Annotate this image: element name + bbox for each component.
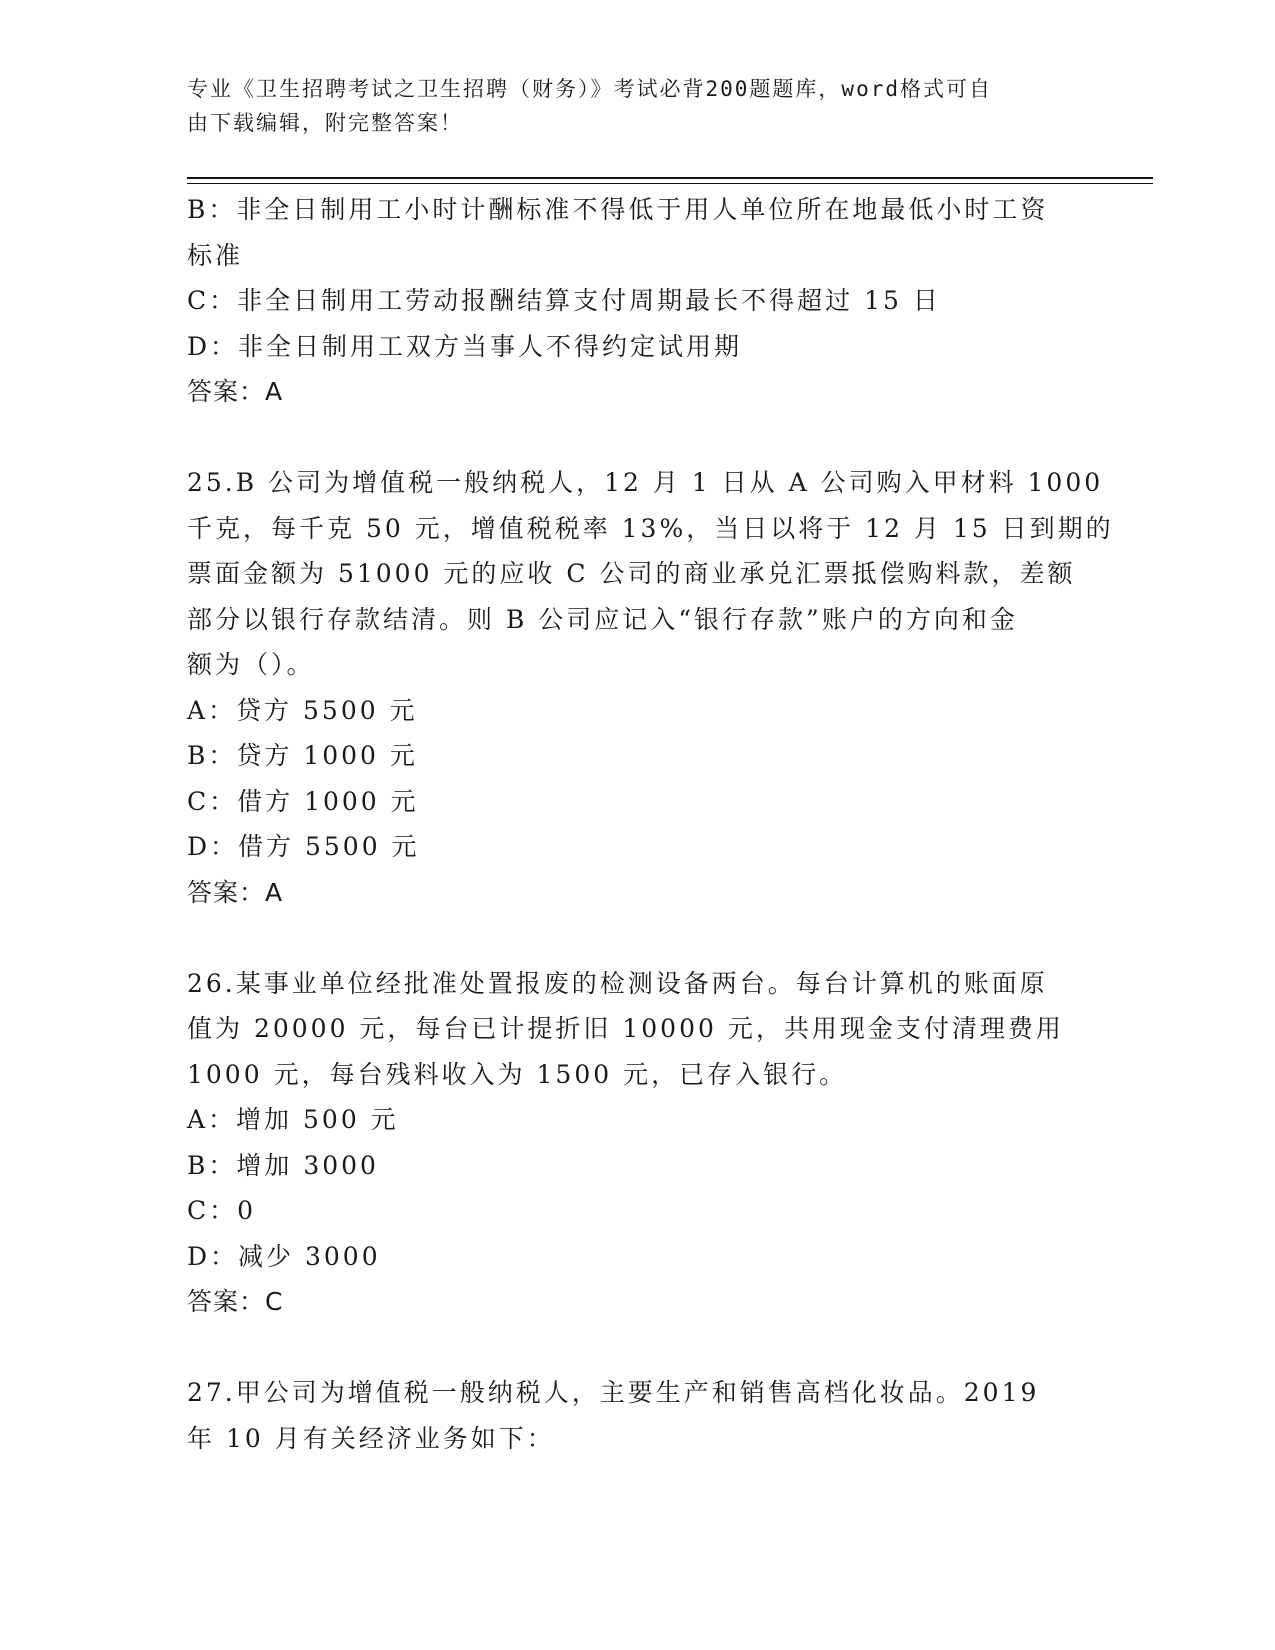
header-divider-thick — [187, 177, 1153, 179]
question-26 — [187, 961, 1087, 1325]
question-stem-line: 值为 20000 元，每台已计提折旧 10000 元，共用现金支付清理费用 — [187, 1014, 1064, 1043]
question-stem-line: 25.B 公司为增值税一般纳税人，12 月 1 日从 A 公司购入甲材料 1000 — [187, 468, 1104, 497]
option-a: A：增加 500 元 — [187, 1105, 399, 1134]
header-divider-thin — [187, 183, 1153, 184]
question-stem-line: 1000 元，每台残料收入为 1500 元，已存入银行。 — [187, 1059, 848, 1089]
question-27 — [187, 1370, 1087, 1461]
document-body — [187, 187, 1114, 1461]
option-c: C：0 — [187, 1196, 257, 1225]
question-25 — [187, 460, 1114, 915]
spacer — [187, 1325, 1087, 1371]
answer: 答案：A — [187, 377, 284, 406]
spacer — [187, 415, 1087, 461]
question-stem-line: 年 10 月有关经济业务如下： — [187, 1423, 555, 1453]
question-stem-line: 票面金额为 51000 元的应收 C 公司的商业承兑汇票抵偿购料款，差额 — [187, 559, 1076, 588]
option-b: B：贷方 1000 元 — [187, 741, 418, 770]
option-b: B：增加 3000 — [187, 1150, 379, 1180]
option-c: C：借方 1000 元 — [187, 786, 419, 816]
question-stem-line: 27.甲公司为增值税一般纳税人，主要生产和销售高档化妆品。2019 — [187, 1378, 1040, 1407]
question-stem-line: 额为（）。 — [187, 650, 315, 679]
header-line-2: 由下载编辑，附完整答案！ — [187, 111, 463, 135]
question-stem-line: 部分以银行存款结清。则 B 公司应记入“银行存款”账户的方向和金 — [187, 604, 1018, 634]
option-a: A：贷方 5500 元 — [187, 695, 418, 725]
option-c: C：非全日制用工劳动报酬结算支付周期最长不得超过 15 日 — [187, 286, 941, 315]
option-b-line-1: B：非全日制用工小时计酬标准不得低于用人单位所在地最低小时工资 — [187, 195, 1049, 224]
document-header — [187, 72, 1067, 140]
question-stem-line: 千克，每千克 50 元，增值税税率 13%，当日以将于 12 月 15 日到期的 — [187, 513, 1114, 543]
option-d: D：借方 5500 元 — [187, 832, 420, 861]
option-b-line-2: 标准 — [187, 240, 244, 270]
header-line-1: 专业《卫生招聘考试之卫生招聘（财务）》考试必背200题题库，word格式可自 — [187, 77, 992, 101]
question-24-tail — [187, 187, 1087, 415]
option-d: D：减少 3000 — [187, 1241, 381, 1271]
answer: 答案：A — [187, 877, 284, 907]
answer: 答案：C — [187, 1287, 284, 1316]
option-d: D：非全日制用工双方当事人不得约定试用期 — [187, 331, 743, 361]
question-stem-line: 26.某事业单位经批准处置报废的检测设备两台。每台计算机的账面原 — [187, 968, 1048, 998]
spacer — [187, 915, 1087, 961]
